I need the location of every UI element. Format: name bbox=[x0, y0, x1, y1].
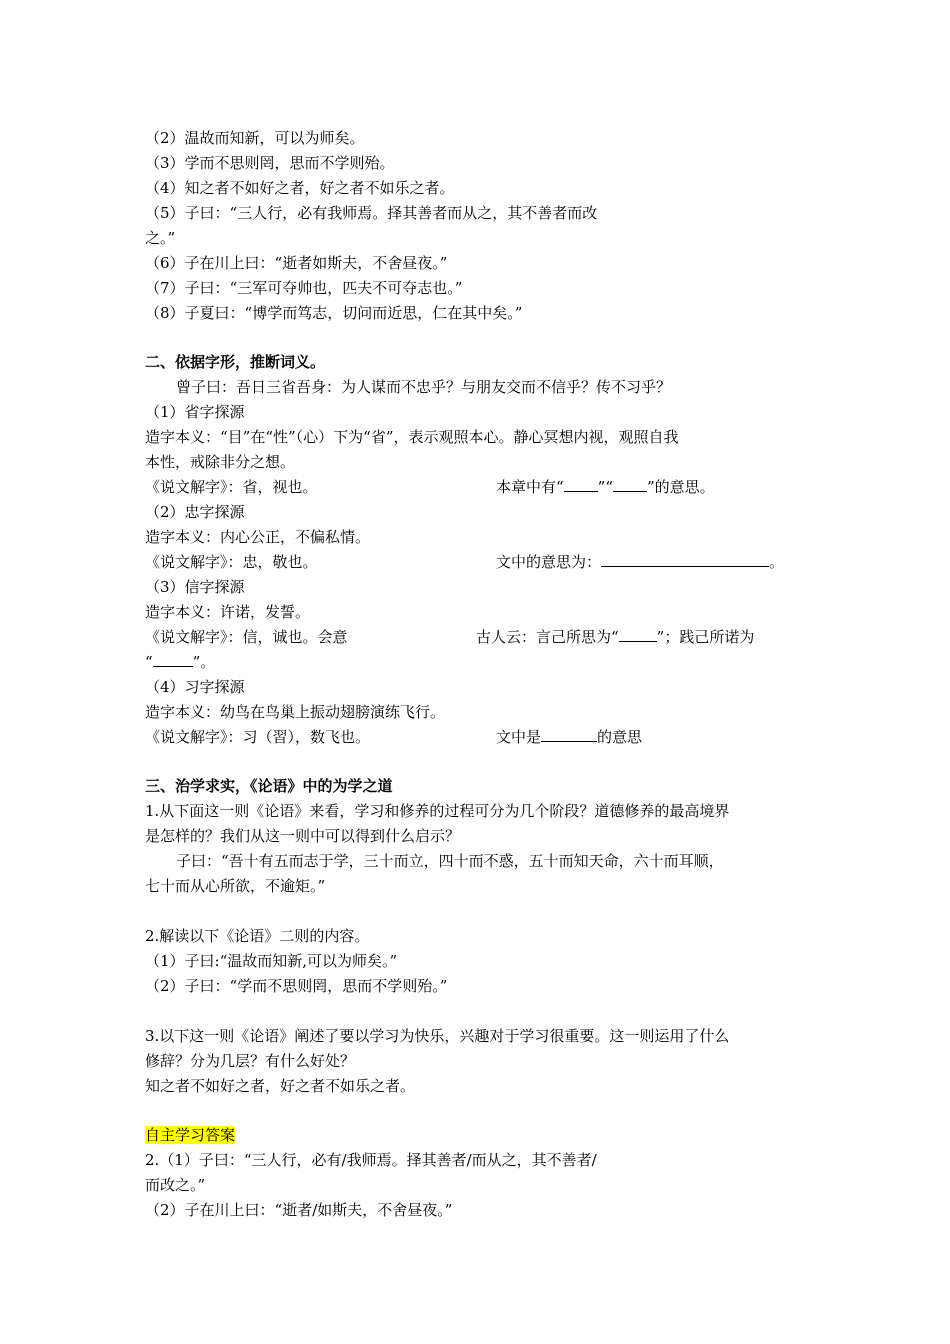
xin-question-mid: ”；践己所诺为 bbox=[656, 628, 755, 646]
xi-question-pre: 文中是 bbox=[496, 728, 542, 746]
xi-origin: 造字本义：幼鸟在鸟巢上振动翅膀演练飞行。 bbox=[145, 703, 446, 721]
part3-q3-quote: 知之者不如好之者，好之者不如乐之者。 bbox=[145, 1077, 416, 1095]
xin-blank-2[interactable] bbox=[153, 652, 193, 667]
part3-heading: 三、治学求实，《论语》中的为学之道 bbox=[145, 777, 393, 795]
sheng-question-post: ”的意思。 bbox=[647, 478, 715, 496]
zhong-blank[interactable] bbox=[601, 552, 769, 567]
part1-item-6: （6）子在川上曰：“逝者如斯夫，不舍昼夜。” bbox=[145, 254, 448, 272]
part3-q2: 2.解读以下《论语》二则的内容。 bbox=[145, 927, 370, 945]
xin-question-pre: 古人云：言己所思为“ bbox=[476, 628, 619, 646]
xin-title: （3）信字探源 bbox=[145, 578, 245, 596]
zhong-origin: 造字本义：内心公正，不偏私情。 bbox=[145, 528, 371, 546]
answers-line-2: 而改之。” bbox=[145, 1176, 206, 1194]
xin-blank-1[interactable] bbox=[619, 627, 657, 642]
sheng-question-mid: ”“ bbox=[597, 478, 614, 496]
sheng-shuowen: 《说文解字》：省，视也。 bbox=[145, 478, 318, 496]
part1-item-5-cont: 之。” bbox=[145, 229, 176, 247]
part1-item-2: （2）温故而知新，可以为师矣。 bbox=[145, 129, 365, 147]
part3-q1-line2: 是怎样的？我们从这一则中可以得到什么启示？ bbox=[145, 827, 461, 845]
sheng-question bbox=[496, 477, 715, 497]
xi-question bbox=[496, 727, 642, 747]
xin-origin: 造字本义：许诺，发誓。 bbox=[145, 603, 311, 621]
xi-shuowen: 《说文解字》：习（習），数飞也。 bbox=[145, 728, 371, 746]
xin-question bbox=[476, 627, 754, 647]
part3-q2-item-1: （1）子曰:“温故而知新,可以为师矣。” bbox=[145, 952, 398, 970]
part3-q3-line1: 3.以下这一则《论语》阐述了要以学习为快乐，兴趣对于学习很重要。这一则运用了什么 bbox=[145, 1027, 730, 1045]
xin-question-cont bbox=[145, 652, 215, 672]
part3-q1-line1: 1.从下面这一则《论语》来看，学习和修养的过程可分为几个阶段？道德修养的最高境界 bbox=[145, 802, 730, 820]
part1-item-7: （7）子曰：“三军可夺帅也，匹夫不可夺志也。” bbox=[145, 279, 463, 297]
part2-heading: 二、依据字形，推断词义。 bbox=[145, 353, 326, 371]
zhong-question bbox=[496, 552, 784, 572]
part1-item-3: （3）学而不思则罔，思而不学则殆。 bbox=[145, 154, 395, 172]
part1-item-8: （8）子夏曰：“博学而笃志，切问而近思，仁在其中矣。” bbox=[145, 304, 523, 322]
zhong-question-post: 。 bbox=[769, 553, 785, 571]
part3-q1-quote-1: 子曰：“吾十有五而志于学，三十而立，四十而不惑，五十而知天命，六十而耳顺， bbox=[176, 852, 724, 870]
part3-q1-quote-2: 七十而从心所欲，不逾矩。” bbox=[145, 877, 326, 895]
sheng-origin-2: 本性，戒除非分之想。 bbox=[145, 453, 296, 471]
zhong-question-pre: 文中的意思为： bbox=[496, 553, 602, 571]
sheng-blank-2[interactable] bbox=[613, 477, 647, 492]
part3-q3-line2: 修辞？分为几层？有什么好处？ bbox=[145, 1052, 356, 1070]
xi-blank[interactable] bbox=[541, 727, 597, 742]
sheng-title: （1）省字探源 bbox=[145, 403, 245, 421]
answers-line-1: 2.（1）子曰：“三人行，必有/我师焉。择其善者/而从之，其不善者/ bbox=[145, 1151, 597, 1169]
zhong-shuowen: 《说文解字》：忠，敬也。 bbox=[145, 553, 318, 571]
xi-title: （4）习字探源 bbox=[145, 678, 245, 696]
sheng-blank-1[interactable] bbox=[564, 477, 598, 492]
answers-heading-wrap bbox=[145, 1125, 235, 1145]
zhong-title: （2）忠字探源 bbox=[145, 503, 245, 521]
part2-intro: 曾子曰：吾日三省吾身：为人谋而不忠乎？与朋友交而不信乎？传不习乎？ bbox=[176, 378, 672, 396]
xin-question2-post: ”。 bbox=[192, 653, 216, 671]
sheng-question-pre: 本章中有“ bbox=[496, 478, 564, 496]
part1-item-4: （4）知之者不如好之者，好之者不如乐之者。 bbox=[145, 179, 455, 197]
xin-question2-pre: “ bbox=[145, 653, 153, 671]
part1-item-5: （5）子曰：“三人行，必有我师焉。择其善者而从之，其不善者而改 bbox=[145, 204, 598, 222]
xi-question-post: 的意思 bbox=[597, 728, 643, 746]
part3-q2-item-2: （2）子曰：“学而不思则罔，思而不学则殆。” bbox=[145, 977, 448, 995]
answers-heading: 自主学习答案 bbox=[145, 1126, 236, 1144]
xin-shuowen: 《说文解字》：信，诚也。会意 bbox=[145, 628, 348, 646]
answers-line-3: （2）子在川上曰：“逝者/如斯夫，不舍昼夜。” bbox=[145, 1201, 453, 1219]
sheng-origin-1: 造字本义：“目”在“性”（心）下为“省”，表示观照本心。静心冥想内视，观照自我 bbox=[145, 428, 679, 446]
